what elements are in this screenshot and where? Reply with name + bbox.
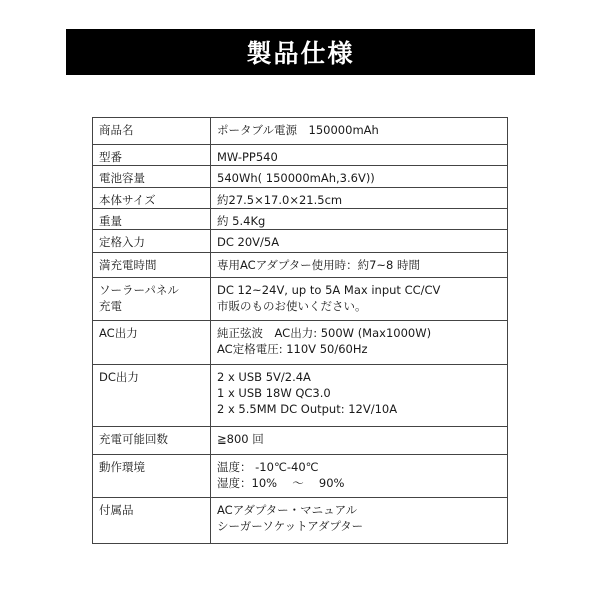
table-row xyxy=(93,230,508,253)
value-line: ≧800 回 xyxy=(217,432,264,446)
row-value xyxy=(211,365,508,427)
row-value xyxy=(211,253,508,278)
table-row xyxy=(93,118,508,145)
row-value xyxy=(211,118,508,145)
row-value xyxy=(211,166,508,188)
value-line: 約27.5×17.0×21.5cm xyxy=(217,193,343,207)
table-row xyxy=(93,145,508,166)
row-value xyxy=(211,278,508,321)
row-label xyxy=(93,321,211,365)
label-line: 型番 xyxy=(99,150,122,164)
row-label xyxy=(93,209,211,230)
row-label xyxy=(93,230,211,253)
table-row xyxy=(93,455,508,498)
value-line: AC定格電圧: 110V 50/60Hz xyxy=(217,342,368,356)
table-row xyxy=(93,209,508,230)
row-label xyxy=(93,365,211,427)
label-line: 商品名 xyxy=(99,123,134,137)
value-line: 2 x 5.5MM DC Output: 12V/10A xyxy=(217,402,398,416)
row-label xyxy=(93,455,211,498)
value-line: 市販のものお使いください。 xyxy=(217,299,367,313)
table-row xyxy=(93,166,508,188)
label-line: 動作環境 xyxy=(99,460,145,474)
label-line: 重量 xyxy=(99,214,122,228)
row-value xyxy=(211,230,508,253)
row-label xyxy=(93,118,211,145)
value-line: DC 20V/5A xyxy=(217,235,280,249)
table-row xyxy=(93,278,508,321)
label-line: 定格入力 xyxy=(99,235,145,249)
label-line: AC出力 xyxy=(99,326,138,340)
row-label xyxy=(93,498,211,544)
spec-table xyxy=(92,117,508,544)
value-line: MW-PP540 xyxy=(217,150,278,164)
row-value xyxy=(211,209,508,230)
table-row xyxy=(93,253,508,278)
page-title-banner xyxy=(66,29,535,75)
label-line: DC出力 xyxy=(99,370,139,384)
row-value xyxy=(211,145,508,166)
value-line: 専用ACアダプター使用時：約7~8 時間 xyxy=(217,258,421,272)
label-line: ソーラーパネル xyxy=(99,283,179,297)
row-label xyxy=(93,427,211,455)
row-value xyxy=(211,455,508,498)
table-row xyxy=(93,427,508,455)
row-value xyxy=(211,427,508,455)
row-label xyxy=(93,145,211,166)
table-row xyxy=(93,365,508,427)
label-line: 充電可能回数 xyxy=(99,432,168,446)
value-line: 温度： -10℃-40℃ xyxy=(217,460,319,474)
row-label xyxy=(93,278,211,321)
value-line: 1 x USB 18W QC3.0 xyxy=(217,386,331,400)
table-row xyxy=(93,188,508,209)
label-line: 電池容量 xyxy=(99,171,145,185)
row-value xyxy=(211,321,508,365)
value-line: 純正弦波 AC出力: 500W (Max1000W) xyxy=(217,326,432,340)
value-line: 湿度：10% ～ 90% xyxy=(217,476,345,490)
label-line: 付属品 xyxy=(99,503,134,517)
value-line: ポータブル電源 150000mAh xyxy=(217,123,379,137)
label-line: 満充電時間 xyxy=(99,258,157,272)
value-line: 2 x USB 5V/2.4A xyxy=(217,370,311,384)
value-line: ACアダプター・マニュアル xyxy=(217,503,358,517)
value-line: 540Wh( 150000mAh,3.6V)) xyxy=(217,171,375,185)
label-line: 本体サイズ xyxy=(99,193,156,207)
row-label xyxy=(93,253,211,278)
value-line: シーガーソケットアダプター xyxy=(217,519,364,533)
page-title: 製品仕様 xyxy=(246,39,355,68)
table-row xyxy=(93,498,508,544)
row-label xyxy=(93,188,211,209)
label-line: 充電 xyxy=(99,299,122,313)
value-line: 約 5.4Kg xyxy=(217,214,266,228)
table-row xyxy=(93,321,508,365)
row-value xyxy=(211,498,508,544)
row-value xyxy=(211,188,508,209)
value-line: DC 12~24V, up to 5A Max input CC/CV xyxy=(217,283,441,297)
row-label xyxy=(93,166,211,188)
